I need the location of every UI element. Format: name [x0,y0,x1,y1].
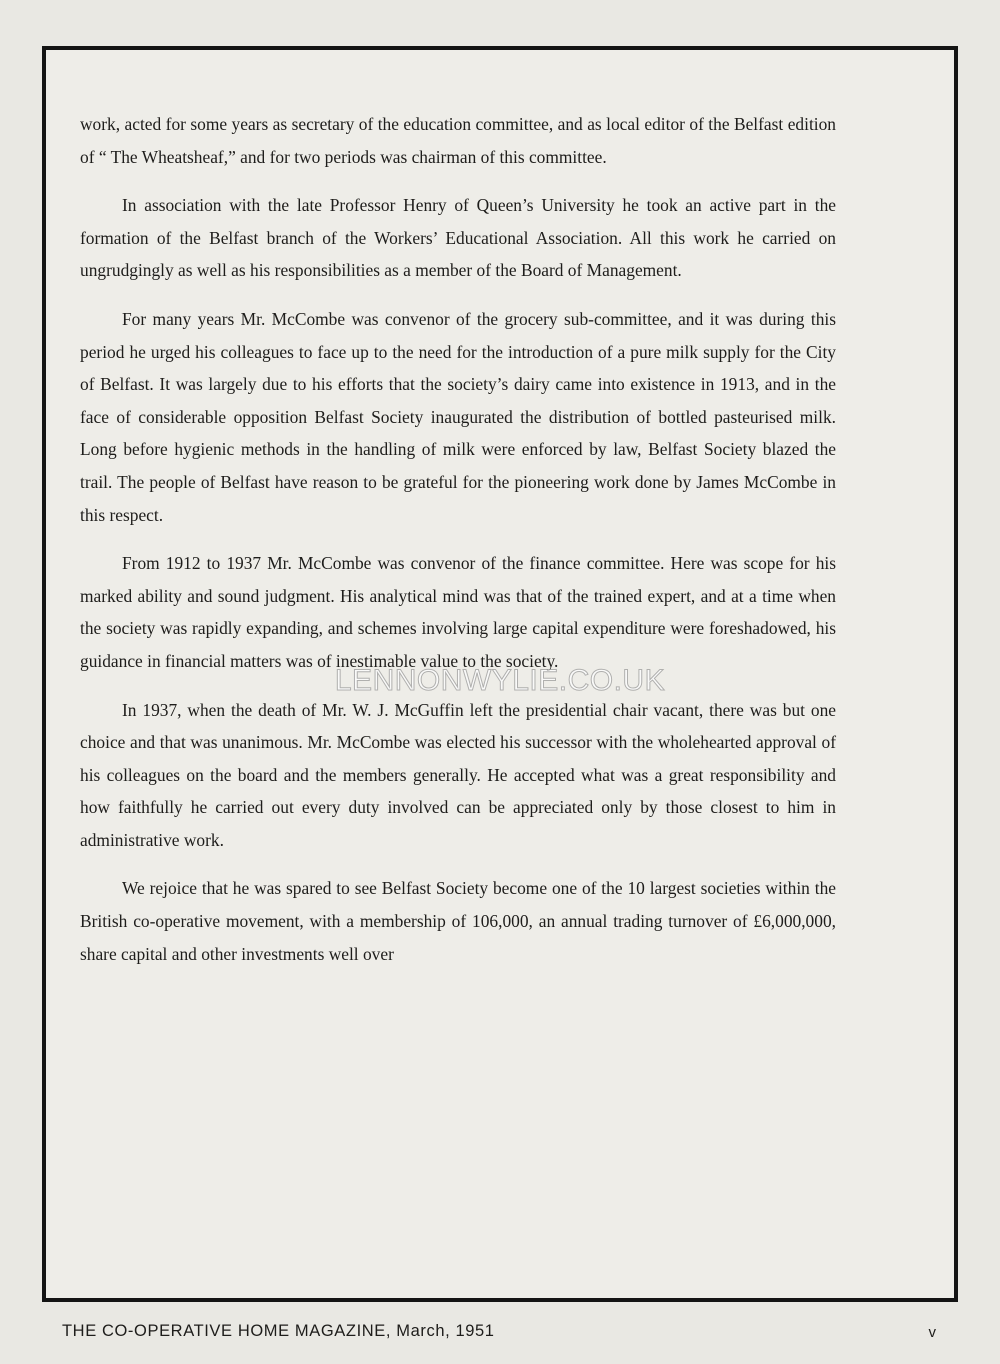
footer-page-number: v [928,1324,936,1341]
paragraph-4: From 1912 to 1937 Mr. McCombe was convenor of the finance committee. Here was scope for his marked ability and sound judgment. His analytical mind was that of the trained expert, and at a time when the society was rapidly expanding, and schemes involving large capital expenditure were foreshadowed, his guidance in financial matters was of inestimable value to the society. [80,553,836,671]
paragraph-5: In 1937, when the death of Mr. W. J. McGuffin left the presidential chair vacant, there was but one choice and that was unanimous. Mr. McCombe was elected his successor with the wholehearted approval of his colleagues on the board and the members generally. He accepted what was a great responsibility and how faithfully he carried out every duty involved can be appreciated only by those closest to him in administrative work. [80,699,836,850]
watermark-text: LENNONWYLIE.CO.UK [334,664,666,697]
article-body [80,108,836,986]
paragraph-1: work, acted for some years as secretary of the education committee, and as local editor of the Belfast edition of “ The Wheatsheaf,” and for two periods was chairman of this committee. [80,114,836,167]
paragraph-2: In association with the late Professor Henry of Queen’s University he took an active part in the formation of the Belfast branch of the Workers’ Educational Association. All this work he carried on ungrudgingly as well as his responsibilities as a member of the Board of Management. [80,195,836,281]
footer-magazine-title: THE CO-OPERATIVE HOME MAGAZINE, March, 1951 [62,1322,495,1340]
paragraph-6: We rejoice that he was spared to see Belfast Society become one of the 10 largest societies within the British co-operative movement, with a membership of 106,000, an annual trading turnover of £6,000,000, share capital and other investments well over [80,878,836,964]
paragraph-3: For many years Mr. McCombe was convenor of the grocery sub-committee, and it was during this period he urged his colleagues to face up to the need for the introduction of a pure milk supply for the City of Belfast. It was largely due to his efforts that the society’s dairy came into existence in 1913, and in the face of considerable opposition Belfast Society inaugurated the distribution of bottled pasteurised milk. Long before hygienic methods in the handling of milk were enforced by law, Belfast Society blazed the trail. The people of Belfast have reason to be grateful for the pioneering work done by James McCombe in this respect. [80,308,836,525]
